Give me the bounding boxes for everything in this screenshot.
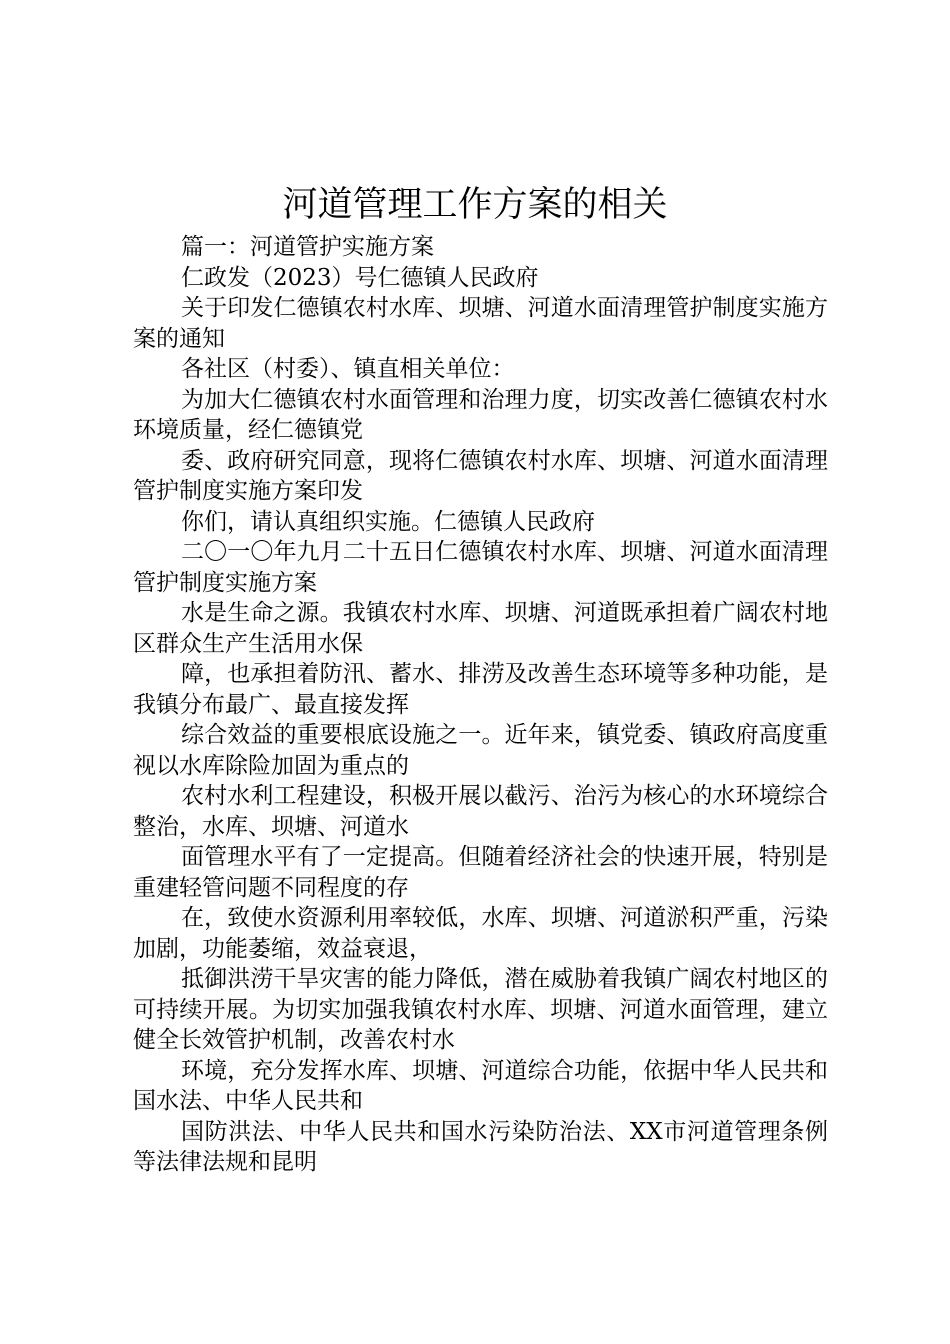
paragraph-section-heading: 篇一：河道管护实施方案 bbox=[181, 234, 434, 260]
paragraph: 在，致使水资源利用率较低，水库、坝塘、河道淤积严重，污染加剧，功能萎缩，效益衰退， bbox=[133, 905, 828, 962]
paragraph: 为加大仁德镇农村水面管理和治理力度，切实改善仁德镇农村水环境质量，经仁德镇党 bbox=[133, 386, 828, 443]
paragraph: 国防洪法、中华人民共和国水污染防治法、XX市河道管理条例等法律法规和昆明 bbox=[133, 1118, 828, 1175]
paragraph: 障，也承担着防汛、蓄水、排涝及改善生态环境等多种功能，是我镇分布最广、最直接发挥 bbox=[133, 661, 828, 718]
paragraph: 农村水利工程建设，积极开展以截污、治污为核心的水环境综合整治，水库、坝塘、河道水 bbox=[133, 783, 828, 840]
paragraph: 你们，请认真组织实施。仁德镇人民政府 bbox=[181, 508, 595, 535]
paragraph-date-and-plan-title: 二〇一〇年九月二十五日仁德镇农村水库、坝塘、河道水面清理管护制度实施方案 bbox=[133, 539, 828, 596]
paragraph: 面管理水平有了一定提高。但随着经济社会的快速开展，特别是重建轻管问题不同程度的存 bbox=[133, 844, 828, 901]
paragraph: 环境，充分发挥水库、坝塘、河道综合功能，依据中华人民共和国水法、中华人民共和 bbox=[133, 1057, 828, 1114]
paragraph: 综合效益的重要根底设施之一。近年来，镇党委、镇政府高度重视以水库除险加固为重点的 bbox=[133, 722, 828, 779]
document-title: 河道管理工作方案的相关 bbox=[282, 185, 668, 225]
paragraph-recipients: 各社区（村委）、镇直相关单位： bbox=[181, 356, 515, 382]
paragraph-document-number: 仁政发（2023）号仁德镇人民政府 bbox=[181, 264, 539, 291]
document-body bbox=[133, 232, 828, 1178]
paragraph: 委、政府研究同意，现将仁德镇农村水库、坝塘、河道水面清理管护制度实施方案印发 bbox=[133, 447, 828, 504]
paragraph: 抵御洪涝干旱灾害的能力降低，潜在威胁着我镇广阔农村地区的可持续开展。为切实加强我镇农村水库、坝塘、河道水面管理，建立健全长效管护机制，改善农村水 bbox=[133, 966, 828, 1053]
paragraph-notice-subject: 关于印发仁德镇农村水库、坝塘、河道水面清理管护制度实施方案的通知 bbox=[133, 295, 828, 352]
paragraph: 水是生命之源。我镇农村水库、坝塘、河道既承担着广阔农村地区群众生产生活用水保 bbox=[133, 600, 828, 657]
